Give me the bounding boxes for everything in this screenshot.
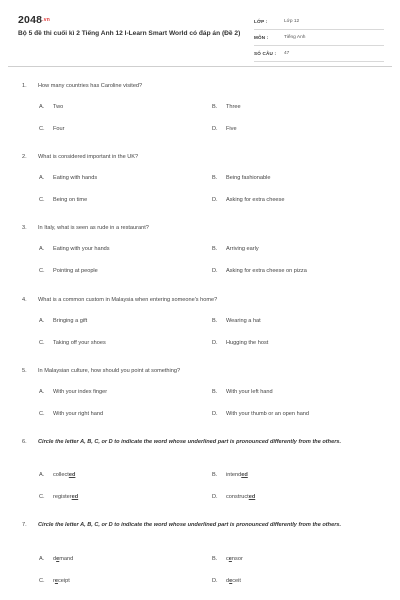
question-number: 1. [22, 83, 27, 89]
option-d[interactable]: D. constructed [212, 494, 256, 500]
underlined-part: ed [68, 472, 76, 478]
option-d[interactable]: D. Hugging the host [212, 340, 269, 346]
option-c[interactable]: C. Four [39, 126, 65, 132]
question-stem [22, 81, 362, 91]
option-c[interactable]: C. Pointing at people [39, 268, 98, 274]
header [18, 14, 384, 78]
question-stem [22, 152, 362, 162]
meta-label: LỚP : [254, 19, 268, 24]
logo-main: 2048 [18, 14, 43, 26]
question-number: 2. [22, 154, 27, 160]
option-c[interactable]: C. Taking off your shoes [39, 340, 106, 346]
question-text: In Italy, what is seen as rude in a restaurant? [38, 225, 149, 231]
meta-value: Lớp 12 [284, 19, 300, 24]
underlined-part: ed [241, 472, 248, 478]
question-stem [22, 520, 362, 530]
question-text: Circle the letter A, B, C, or D to indicate the word whose underlined part is pronounced differently from the others. [38, 522, 342, 528]
option-c[interactable]: C. registered [39, 494, 79, 500]
option-b[interactable]: B. With your left hand [212, 389, 273, 395]
meta-value: 47 [284, 51, 290, 56]
option-b[interactable]: B. Three [212, 104, 241, 110]
underlined-part: ed [71, 494, 79, 500]
meta-label: SỐ CÂU : [254, 51, 277, 56]
underlined-part: ed [248, 494, 256, 500]
question-number: 3. [22, 225, 27, 231]
exam-meta [254, 16, 384, 64]
question-text: What is considered important in the UK? [38, 154, 139, 160]
option-a[interactable]: A. Two [39, 104, 64, 110]
option-b[interactable]: B. censor [212, 556, 243, 562]
underlined-part: e [54, 578, 58, 584]
site-logo[interactable] [18, 14, 50, 26]
question-text: Circle the letter A, B, C, or D to indicate the word whose underlined part is pronounced differently from the others. [38, 439, 342, 445]
question-number: 7. [22, 522, 27, 528]
option-a[interactable]: A. With your index finger [39, 389, 108, 395]
option-d[interactable]: D. deceit [212, 578, 241, 584]
option-b[interactable]: B. Arriving early [212, 246, 259, 252]
option-b[interactable]: B. intended [212, 472, 248, 478]
meta-row-question-count [254, 48, 384, 62]
underlined-part: e [56, 556, 60, 562]
meta-row-class [254, 16, 384, 30]
logo-suffix: .vn [42, 17, 50, 24]
option-d[interactable]: D. Asking for extra cheese on pizza [212, 268, 307, 274]
option-a[interactable]: A. Bringing a gift [39, 318, 88, 324]
option-a[interactable]: A. demand [39, 556, 74, 562]
question-number: 4. [22, 297, 27, 303]
option-d[interactable]: D. With your thumb or an open hand [212, 411, 310, 417]
option-c[interactable]: C. receipt [39, 578, 70, 584]
meta-row-subject [254, 32, 384, 46]
question-number: 6. [22, 439, 27, 445]
question-stem [22, 223, 362, 233]
underlined-part: e [228, 556, 232, 562]
meta-label: MÔN : [254, 35, 269, 40]
question-stem [22, 295, 362, 305]
question-stem [22, 437, 362, 447]
option-b[interactable]: B. Being fashionable [212, 175, 271, 181]
option-a[interactable]: A. collected [39, 472, 76, 478]
option-a[interactable]: A. Eating with your hands [39, 246, 110, 252]
question-text: What is a common custom in Malaysia when entering someone's home? [38, 297, 218, 303]
meta-value: Tiếng Anh [284, 35, 306, 40]
question-text: In Malaysian culture, how should you point at something? [38, 368, 181, 374]
header-divider [8, 66, 392, 67]
option-c[interactable]: C. With your right hand [39, 411, 104, 417]
option-b[interactable]: B. Wearing a hat [212, 318, 261, 324]
question-stem [22, 366, 362, 376]
page-title: Bộ 5 đề thi cuối kì 2 Tiếng Anh 12 I-Learn Smart World có đáp án (Đề 2) [18, 30, 241, 37]
question-text: How many countries has Caroline visited? [38, 83, 143, 89]
option-a[interactable]: A. Eating with hands [39, 175, 98, 181]
option-d[interactable]: D. Five [212, 126, 237, 132]
option-c[interactable]: C. Being on time [39, 197, 88, 203]
question-number: 5. [22, 368, 27, 374]
option-d[interactable]: D. Asking for extra cheese [212, 197, 285, 203]
underlined-part: e [229, 578, 233, 584]
